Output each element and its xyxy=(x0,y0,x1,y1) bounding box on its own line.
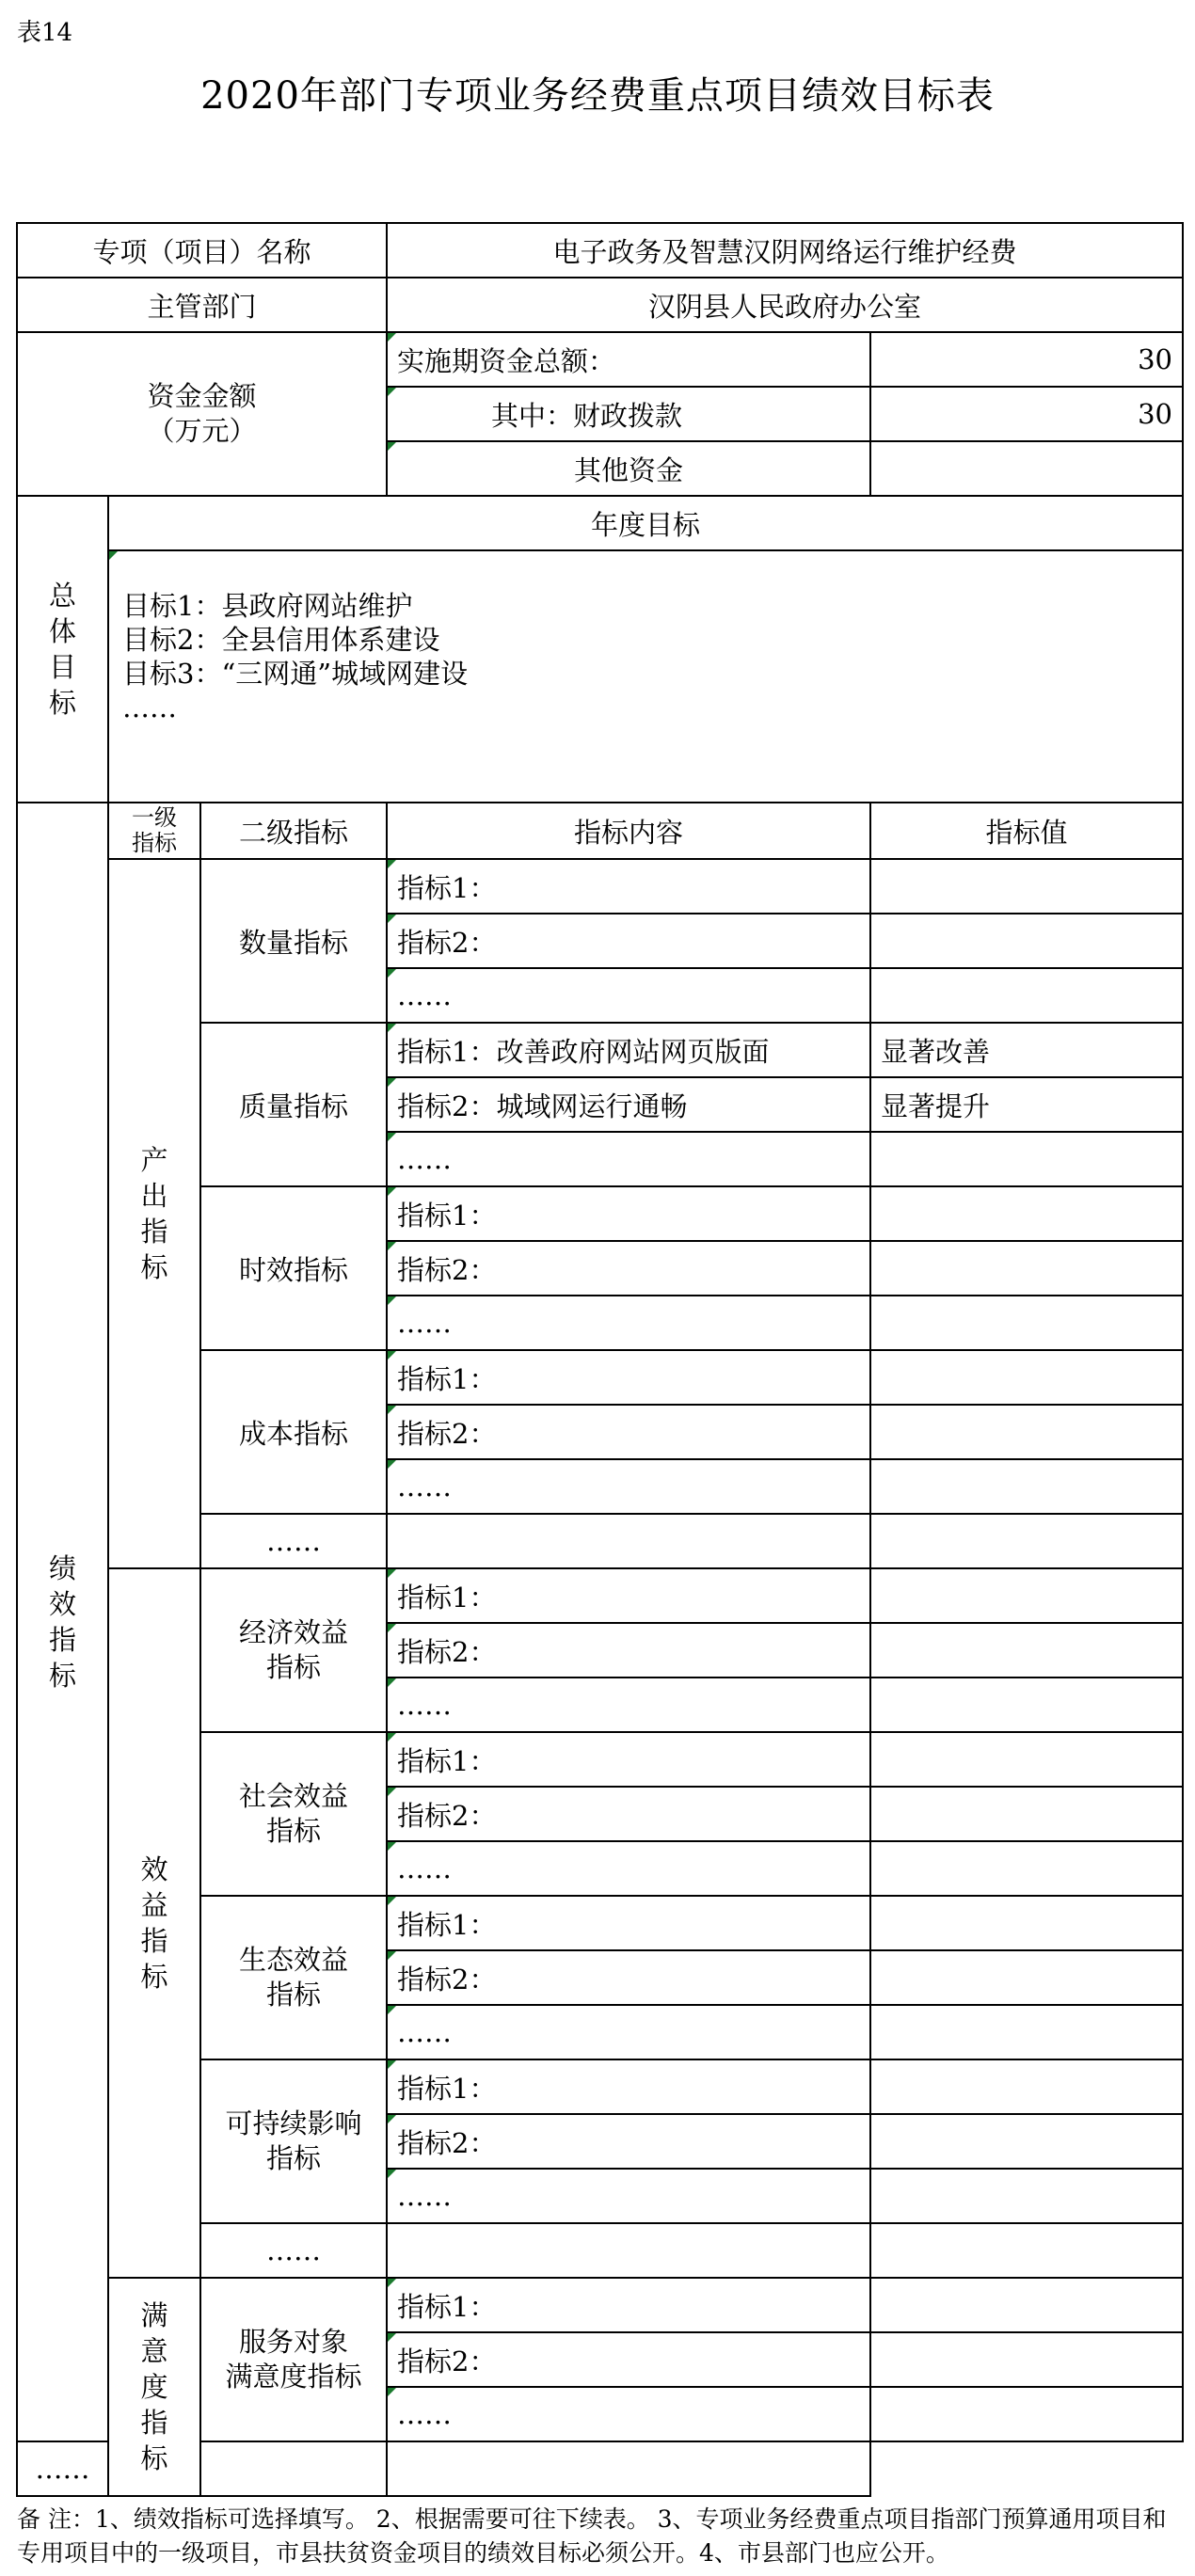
department-row xyxy=(17,278,1183,332)
funds-label-line2: （万元） xyxy=(147,415,257,447)
funds-fiscal-value: 30 xyxy=(870,387,1183,441)
indicator-value xyxy=(870,2278,1183,2332)
indicator-content: 指标2： xyxy=(387,1241,870,1296)
indicator-content: …… xyxy=(387,1678,870,1732)
benefit-more-label: …… xyxy=(200,2223,387,2278)
indicator-content: …… xyxy=(387,1296,870,1350)
indicator-header-row xyxy=(17,803,1183,859)
indicator-value xyxy=(870,1186,1183,1241)
indicator-value xyxy=(870,2332,1183,2387)
funds-total-value: 30 xyxy=(870,332,1183,387)
satisfaction-indicator-char: 标 xyxy=(140,2442,168,2474)
social-indicator-label xyxy=(200,1732,387,1896)
indicator-content: 指标2： xyxy=(387,2114,870,2169)
indicator-value xyxy=(870,1132,1183,1186)
benefit-indicator-char: 效 xyxy=(140,1853,168,1885)
goal-item: 目标1：县政府网站维护 xyxy=(122,590,413,622)
indicator-content: 指标2： xyxy=(387,914,870,968)
indicator-content: …… xyxy=(387,2005,870,2059)
funds-label-line1: 资金金额 xyxy=(147,380,257,412)
indicator-value xyxy=(870,1678,1183,1732)
value-header: 指标值 xyxy=(870,803,1183,859)
indicator-content: 指标1： xyxy=(387,2278,870,2332)
indicator-value xyxy=(870,2169,1183,2223)
department-value: 汉阴县人民政府办公室 xyxy=(387,278,1183,332)
economic-indicator-line2: 指标 xyxy=(265,1651,321,1683)
output-indicator-char: 产 xyxy=(140,1144,168,1176)
satisfaction-indicator-char: 指 xyxy=(140,2407,168,2439)
indicator-value xyxy=(870,2005,1183,2059)
goal-item: …… xyxy=(122,692,177,724)
indicator-content: 指标2： xyxy=(387,1787,870,1841)
overall-goal-label xyxy=(17,496,108,803)
annual-goal-row xyxy=(17,550,1183,803)
economic-indicator-line1: 经济效益 xyxy=(238,1616,348,1648)
level1-header-line1: 一级 xyxy=(132,804,177,831)
indicator-value xyxy=(870,1296,1183,1350)
indicator-value xyxy=(870,1568,1183,1623)
indicator-content: 指标1：改善政府网站网页版面 xyxy=(387,1023,870,1077)
project-name-row xyxy=(17,223,1183,278)
indicator-content xyxy=(387,2223,870,2278)
indicator-value xyxy=(870,1732,1183,1787)
level2-header: 二级指标 xyxy=(200,803,387,859)
sustainable-indicator-line1: 可持续影响 xyxy=(225,2107,362,2139)
indicator-content: …… xyxy=(387,2169,870,2223)
indicator-content: …… xyxy=(387,1459,870,1514)
department-label: 主管部门 xyxy=(17,278,387,332)
overall-goal-char: 标 xyxy=(48,687,76,719)
benefit-indicator-char: 指 xyxy=(140,1925,168,1957)
indicator-value: 显著改善 xyxy=(870,1023,1183,1077)
satisfaction-more-label: …… xyxy=(17,2441,108,2496)
funds-other-value xyxy=(870,441,1183,496)
sustainable-indicator-line2: 指标 xyxy=(265,2142,321,2174)
indicator-content: 指标2： xyxy=(387,1623,870,1678)
indicator-value xyxy=(870,1405,1183,1459)
output-more-label: …… xyxy=(200,1514,387,1568)
economic-indicator-label xyxy=(200,1568,387,1732)
funds-total-row xyxy=(17,332,1183,387)
indicator-value xyxy=(870,1459,1183,1514)
satisfaction-indicator-label xyxy=(108,2278,200,2496)
indicator-content: …… xyxy=(387,968,870,1023)
service-satisfaction-line2: 满意度指标 xyxy=(225,2361,362,2393)
funds-other-label: 其他资金 xyxy=(387,441,870,496)
overall-goal-char: 目 xyxy=(48,651,76,683)
social-indicator-line2: 指标 xyxy=(265,1815,321,1847)
annual-goal-header-row xyxy=(17,496,1183,550)
page-title: 2020年部门专项业务经费重点项目绩效目标表 xyxy=(200,74,995,118)
output-indicator-char: 指 xyxy=(140,1216,168,1248)
indicator-content: 指标1： xyxy=(387,2059,870,2114)
indicator-value xyxy=(870,2223,1183,2278)
indicator-content: 指标1： xyxy=(387,859,870,914)
indicator-value xyxy=(870,968,1183,1023)
goal-item: 目标2：全县信用体系建设 xyxy=(122,624,440,656)
cost-indicator-label: 成本指标 xyxy=(200,1350,387,1514)
indicator-value xyxy=(870,1787,1183,1841)
ecological-indicator-label xyxy=(200,1896,387,2059)
indicator-value xyxy=(387,2441,870,2496)
indicator-value xyxy=(870,2387,1183,2441)
indicator-content: …… xyxy=(387,2387,870,2441)
indicator-content: 指标2： xyxy=(387,2332,870,2387)
funds-total-label: 实施期资金总额： xyxy=(387,332,870,387)
indicator-value xyxy=(870,1950,1183,2005)
performance-indicator-char: 效 xyxy=(48,1588,76,1620)
indicator-value xyxy=(870,914,1183,968)
indicator-value xyxy=(870,2114,1183,2169)
indicator-content xyxy=(387,1514,870,1568)
indicator-value xyxy=(870,859,1183,914)
indicator-content: 指标1： xyxy=(387,1568,870,1623)
indicator-content: 指标2： xyxy=(387,1950,870,2005)
overall-goal-char: 总 xyxy=(48,580,76,612)
indicator-value: 显著提升 xyxy=(870,1077,1183,1132)
annual-goal-content xyxy=(108,550,1183,803)
indicator-content: 指标2： xyxy=(387,1405,870,1459)
overall-goal-char: 体 xyxy=(48,615,76,647)
satisfaction-indicator-char: 度 xyxy=(140,2371,168,2403)
indicator-value xyxy=(870,1623,1183,1678)
ecological-indicator-line2: 指标 xyxy=(265,1979,321,2011)
table-row xyxy=(17,859,1183,914)
funds-fiscal-label: 其中：财政拨款 xyxy=(387,387,870,441)
satisfaction-indicator-char: 满 xyxy=(140,2299,168,2331)
footnote: 备 注：1、绩效指标可选择填写。 2、根据需要可往下续表。 3、专项业务经费重点项目指部门预算通用项目和专用项目中的一级项目，市县扶贫资金项目的绩效目标必须公开。4、市县部门也应公开。 xyxy=(17,2505,1167,2567)
output-indicator-char: 出 xyxy=(140,1180,168,1212)
funds-label xyxy=(17,332,387,496)
table-number-label: 表14 xyxy=(17,19,73,47)
indicator-value xyxy=(870,1350,1183,1405)
indicator-value xyxy=(870,1514,1183,1568)
performance-target-table xyxy=(16,222,1184,2497)
goal-item: 目标3：“三网通”城域网建设 xyxy=(122,658,469,690)
indicator-content: 指标2：城域网运行通畅 xyxy=(387,1077,870,1132)
indicator-value xyxy=(870,1896,1183,1950)
social-indicator-line1: 社会效益 xyxy=(238,1780,348,1812)
performance-indicator-char: 绩 xyxy=(48,1552,76,1584)
performance-indicator-char: 指 xyxy=(48,1624,76,1656)
benefit-indicator-char: 标 xyxy=(140,1961,168,1993)
indicator-content: 指标1： xyxy=(387,1896,870,1950)
indicator-content: 指标1： xyxy=(387,1350,870,1405)
project-name-label: 专项（项目）名称 xyxy=(17,223,387,278)
output-indicator-char: 标 xyxy=(140,1251,168,1283)
indicator-value xyxy=(870,2059,1183,2114)
performance-indicator-label xyxy=(17,803,108,2441)
service-satisfaction-line1: 服务对象 xyxy=(238,2326,348,2358)
content-header: 指标内容 xyxy=(387,803,870,859)
indicator-content xyxy=(200,2441,387,2496)
benefit-indicator-label xyxy=(108,1568,200,2278)
level1-header-line2: 指标 xyxy=(132,830,177,856)
indicator-content: …… xyxy=(387,1841,870,1896)
output-indicator-label xyxy=(108,859,200,1568)
indicator-value xyxy=(870,1841,1183,1896)
project-name-value: 电子政务及智慧汉阴网络运行维护经费 xyxy=(387,223,1183,278)
quantity-indicator-label: 数量指标 xyxy=(200,859,387,1023)
quality-indicator-label: 质量指标 xyxy=(200,1023,387,1186)
benefit-indicator-char: 益 xyxy=(140,1889,168,1921)
level1-header xyxy=(108,803,200,859)
satisfaction-indicator-char: 意 xyxy=(140,2335,168,2367)
indicator-content: 指标1： xyxy=(387,1732,870,1787)
table-row xyxy=(17,1568,1183,1623)
performance-indicator-char: 标 xyxy=(48,1660,76,1692)
sustainable-indicator-label xyxy=(200,2059,387,2223)
annual-goal-header: 年度目标 xyxy=(108,496,1183,550)
service-satisfaction-label xyxy=(200,2278,387,2441)
indicator-value xyxy=(870,1241,1183,1296)
table-row xyxy=(17,2278,1183,2332)
indicator-content: 指标1： xyxy=(387,1186,870,1241)
timeliness-indicator-label: 时效指标 xyxy=(200,1186,387,1350)
indicator-content: …… xyxy=(387,1132,870,1186)
ecological-indicator-line1: 生态效益 xyxy=(238,1944,348,1976)
